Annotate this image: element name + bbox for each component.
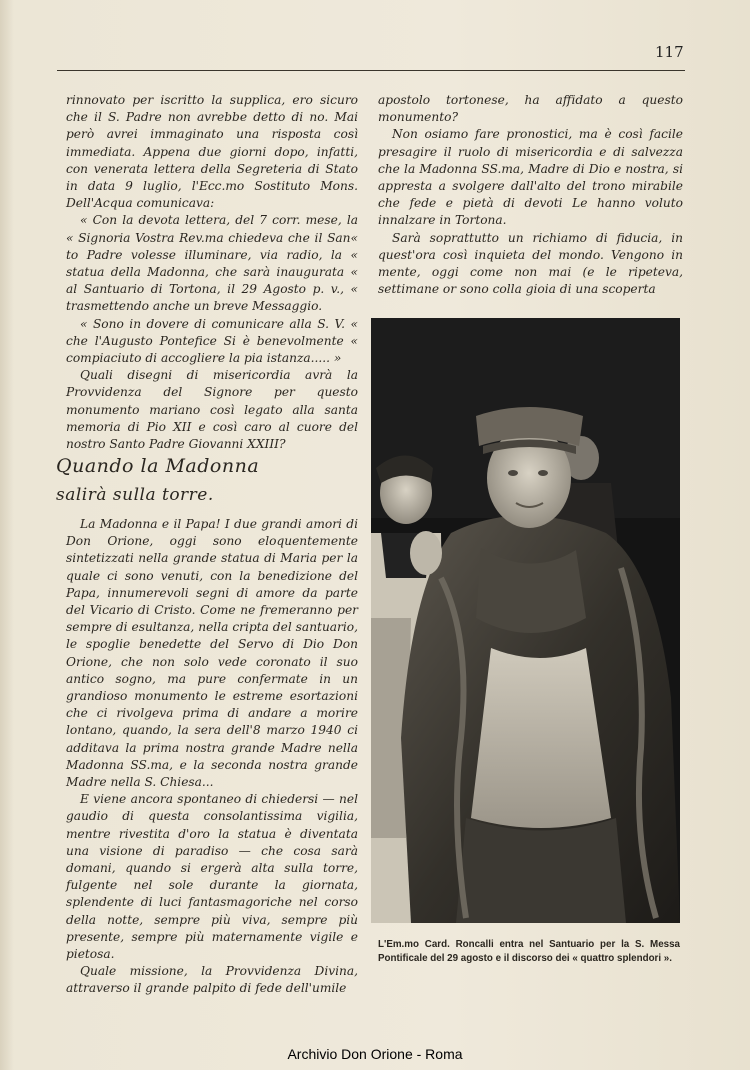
section-heading-line1: Quando la Madonna [56,455,260,477]
paragraph: rinnovato per iscritto la supplica, ero sicuro che il S. Padre non avrebbe detto di no. Mai però avrei immaginato una risposta così immediata. Appena due giorni dopo, infatti, con venerata lettera della Segreteria di Stato in data 9 luglio, l'Ecc.mo Sostituto Mons. Dell'Acqua comunicava: [66,93,358,211]
paragraph: Quali disegni di misericordia avrà la Provvidenza del Signore per questo monumento mariano così legato alla santa memoria di Pio XII e così caro al cuore del nostro Santo Padre Giovanni XXIII? [66,368,358,452]
section-heading [56,455,356,517]
cardinal-photo [371,318,680,923]
header-rule [57,70,685,71]
paragraph: Non osiamo fare pronostici, ma è così facile presagire il ruolo di misericordia e di salvezza che la Madonna SS.ma, Madre di Dio e nostra, si appresta a svolgere dall'alto del trono mirabile che fede e pietà di devoti Le hanno voluto innalzare in Tortona. [378,127,683,228]
paragraph: La Madonna e il Papa! I due grandi amori di Don Orione, oggi sono eloquentemente sintetizzati nella grande statua di Maria per la quale ci sono venuti, con la benedizione del Papa, innumerevoli segni di amore da parte del Vicario di Cristo. Come ne fremeranno per sempre di esultanza, nella cripta del santuario, le spoglie benedette del Servo di Dio Don Orione, che non solo vede coronato il suo antico sogno, ma pure confermate in un grandioso monumento le estreme esortazioni che ci rivolgeva prima di andare a morire lontano, quando, la sera dell'8 marzo 1940 ci additava la prima nostra grande Madre nella Madonna SS.ma, e la seconda nostra grande Madre nella S. Chiesa... [66,517,358,790]
quote-paragraph: « Con la devota lettera, del 7 corr. mese, la « Signoria Vostra Rev.ma chiedeva che il San« to Padre volesse illuminare, via radio, la « statua della Madonna, che sarà inaugurata « al Santuario di Tortona, il 29 Agosto p. v., « trasmettendo anche un breve Messaggio. [66,213,358,314]
left-column-bottom [66,516,358,998]
quote-paragraph: « Sono in dovere di comunicare alla S. V. « che l'Augusto Pontefice Si è benevolmente « compiaciuto di accogliere la pia istanza..... » [66,316,358,366]
section-heading-line2: salirà sulla torre. [56,485,214,505]
photo-caption: L'Em.mo Card. Roncalli entra nel Santuario per la S. Messa Pontificale del 29 agosto e il discorso dei « quattro splendori ». [378,939,680,964]
paragraph: apostolo tortonese, ha affidato a questo monumento? [378,93,683,125]
right-column-top [378,92,683,298]
page-number: 117 [655,43,684,61]
paragraph: Sarà soprattutto un richiamo di fiducia, in quest'ora così inquieta del mondo. Vengono in mente, oggi come non mai (e le ripeteva, settimane or sono colla gioia di una scoperta [378,230,683,297]
paragraph: Quale missione, la Provvidenza Divina, attraverso il grande palpito di fede dell'umile [66,964,358,996]
archive-footer: Archivio Don Orione - Roma [287,1046,463,1062]
cardinal-photo-illustration [371,318,680,923]
paragraph: E viene ancora spontaneo di chiedersi — nel gaudio di questa consolantissima vigilia, mentre rivestita d'oro la statua è diventata una visione di paradiso — che cosa sarà domani, quando si ergerà alta sulla torre, fulgente nel sole durante la giornata, splendente di luci fantasmagoriche nel corso della notte, sempre più viva, sempre più presente, sempre più maternamente vigile e pietosa. [66,792,358,962]
left-column-top [66,92,358,453]
